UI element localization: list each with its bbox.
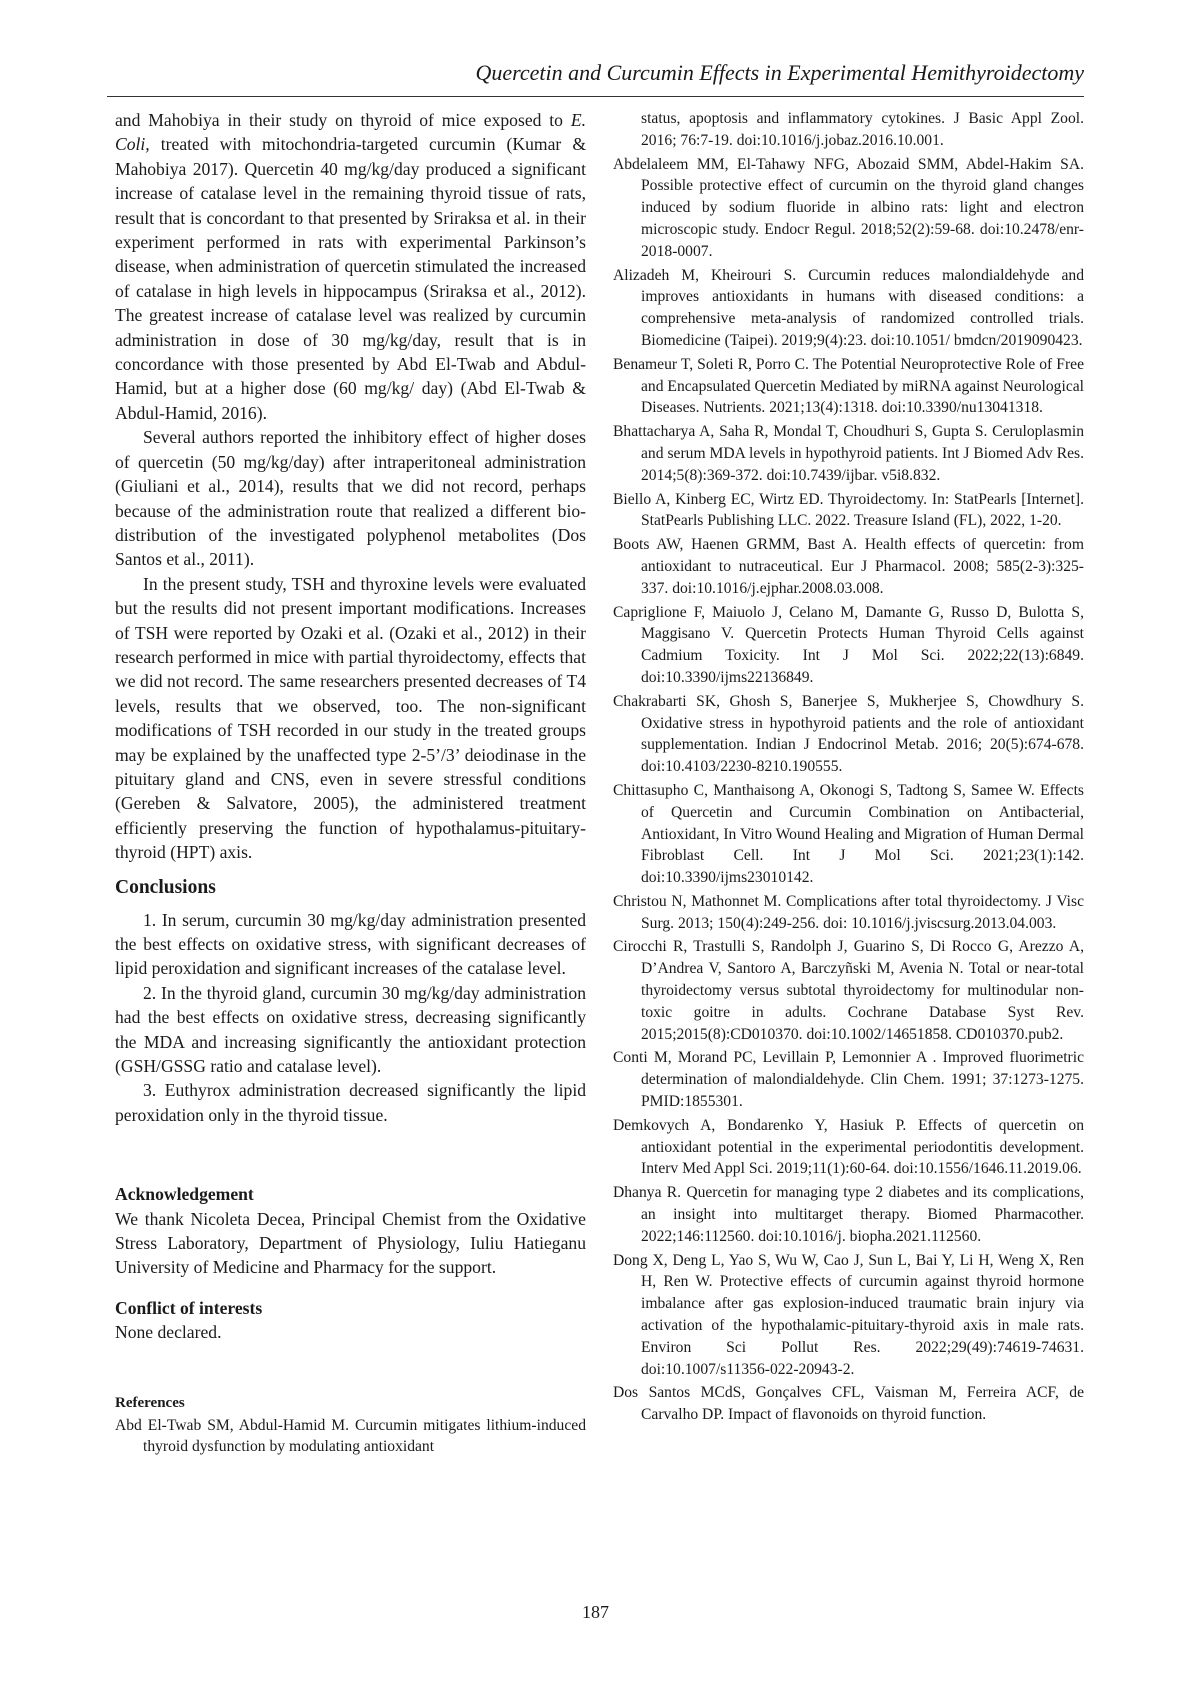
acknowledgement-heading: Acknowledgement [115, 1184, 254, 1205]
right-column [613, 108, 1084, 1428]
page-number: 187 [582, 1602, 609, 1622]
text-run: and Mahobiya in their study on thyroid of mice exposed to [115, 110, 571, 130]
reference-entry: Alizadeh M, Kheirouri S. Curcumin reduces malondialdehyde and improves antioxidants in humans with diseased conditions: a comprehensive meta-analysis of randomized controlled trials. Biomedicine (Taipei). 2019;9(4):23. doi:10.1051/ bmdcn/2019090423. [613, 266, 1084, 349]
left-column [115, 108, 586, 1460]
reference-entry: Biello A, Kinberg EC, Wirtz ED. Thyroidectomy. In: StatPearls [Internet]. StatPearls Publishing LLC. 2022. Treasure Island (FL), 2022, 1-20. [613, 490, 1084, 530]
reference-entry: Abdelaleem MM, El-Tahawy NFG, Abozaid SMM, Abdel-Hakim SA. Possible protective effect of curcumin on the thyroid gland changes induced by sodium fluoride in albino rats: light and electron microscopic study. Endocr Regul. 2018;52(2):59-68. doi:10.2478/enr-2018-0007. [613, 155, 1084, 260]
text-run: treated with mitochondria-targeted curcumin (Kumar & Mahobiya 2017). Quercetin 40 mg/kg/day produced a significant increase of catalase level in the remaining thyroid tissue of rats, result that is concordant to that presented by Sriraksa et al. in their experiment performed in rats with experimental Parkinson’s disease, when administration of quercetin stimulated the increased of catalase in high levels in hippocampus (Sriraksa et al., 2012). The greatest increase of catalase level was realized by curcumin administration in dose of 30 mg/kg/day, result that is in concordance with those presented by Abd El-Twab and Abdul-Hamid, but at a higher dose (60 mg/kg/ day) (Abd El-Twab & Abdul-Hamid, 2016). [115, 134, 586, 423]
conflict-section [115, 1296, 586, 1345]
reference-entry: Bhattacharya A, Saha R, Mondal T, Choudhuri S, Gupta S. Ceruloplasmin and serum MDA levels in hypothyroid patients. Int J Biomed Adv Res. 2014;5(8):369-372. doi:10.7439/ijbar. v5i8.832. [613, 423, 1084, 484]
conclusion-item-3: 3. Euthyrox administration decreased significantly the lipid peroxidation only in the thyroid tissue. [115, 1080, 586, 1125]
reference-entry: Dong X, Deng L, Yao S, Wu W, Cao J, Sun L, Bai Y, Li H, Weng X, Ren H, Ren W. Protective effects of curcumin against thyroid hormone imbalance after gas explosion-induced traumatic brain injury via activation of the hypothalamic-pituitary-thyroid axis in male rats. Environ Sci Pollut Res. 2022;29(49):74619-74631. doi:10.1007/s11356-022-20943-2. [613, 1251, 1084, 1378]
conflict-text: None declared. [115, 1322, 222, 1343]
discussion-paragraph-2: Several authors reported the inhibitory effect of higher doses of quercetin (50 mg/kg/day) after intraperitoneal administration (Giuliani et al., 2014), results that we did not record, perhaps because of the administration route that realized a different bio-distribution of the investigated polyphenol metabolites (Dos Santos et al., 2011). [115, 427, 586, 570]
acknowledgement-text: We thank Nicoleta Decea, Principal Chemist from the Oxidative Stress Laboratory, Department of Physiology, Iuliu Hatieganu University of Medicine and Pharmacy for the support. [115, 1208, 586, 1278]
conclusion-item-1: 1. In serum, curcumin 30 mg/kg/day administration presented the best effects on oxidative stress, with significant decreases of lipid peroxidation and significant increases of the catalase level. [115, 909, 586, 979]
reference-entry: Chittasupho C, Manthaisong A, Okonogi S, Tadtong S, Samee W. Effects of Quercetin and Curcumin Combination on Antibacterial, Antioxidant, In Vitro Wound Healing and Migration of Human Dermal Fibroblast Cell. Int J Mol Sci. 2021;23(1):142. doi:10.3390/ijms23010142. [613, 781, 1084, 887]
header-rule [107, 96, 1084, 97]
running-head-title: Quercetin and Curcumin Effects in Experimental Hemithyroidectomy [475, 60, 1084, 85]
reference-entry: Dhanya R. Quercetin for managing type 2 diabetes and its complications, an insight into multitarget therapy. Biomed Pharmacother. 2022;146:112560. doi:10.1016/j. biopha.2021.112560. [613, 1184, 1084, 1245]
conclusions-heading: Conclusions [115, 876, 216, 898]
reference-entry: Christou N, Mathonnet M. Complications after total thyroidectomy. J Visc Surg. 2013; 150(4):249-256. doi: 10.1016/j.jviscsurg.2013.04.003. [613, 892, 1084, 932]
references-heading: References [115, 1394, 185, 1411]
reference-list [613, 154, 1084, 1426]
reference-entry: Boots AW, Haenen GRMM, Bast A. Health effects of quercetin: from antioxidant to nutraceutical. Eur J Pharmacol. 2008; 585(2-3):325-337. doi:10.1016/j.ejphar.2008.03.008. [613, 536, 1084, 597]
reference-entry: Demkovych A, Bondarenko Y, Hasiuk P. Effects of quercetin on antioxidant potential in the experimental periodontitis development. Interv Med Appl Sci. 2019;11(1):60-64. doi:10.1556/1646.11.2019.06. [613, 1116, 1084, 1178]
conflict-heading: Conflict of interests [115, 1297, 263, 1318]
conclusion-item-2: 2. In the thyroid gland, curcumin 30 mg/kg/day administration had the best effects on oxidative stress, decreasing significantly the MDA and increasing significantly the antioxidant protection (GSH/GSSG ratio and catalase level). [115, 982, 586, 1077]
discussion-paragraph-1 [115, 108, 586, 425]
reference-entry: Chakrabarti SK, Ghosh S, Banerjee S, Mukherjee S, Chowdhury S. Oxidative stress in hypothyroid patients and the role of antioxidant supplementation. Indian J Endocrinol Metab. 2016; 20(5):674-678. doi:10.4103/2230-8210.190555. [613, 692, 1084, 776]
reference-entry: Cirocchi R, Trastulli S, Randolph J, Guarino S, Di Rocco G, Arezzo A, D’Andrea V, Santoro A, Barczyñski M, Avenia N. Total or near-total thyroidectomy versus subtotal thyroidectomy for multinodular non-toxic goitre in adults. Cochrane Database Syst Rev. 2015;2015(8):CD010370. doi:10.1002/14651858. CD010370.pub2. [613, 938, 1084, 1043]
acknowledgement-section [115, 1182, 586, 1280]
reference-entry: Capriglione F, Maiuolo J, Celano M, Damante G, Russo D, Bulotta S, Maggisano V. Quercetin Protects Human Thyroid Cells against Cadmium Toxicity. Int J Mol Sci. 2022;22(13):6849. doi:10.3390/ijms22136849. [613, 603, 1084, 686]
references-section [115, 1393, 586, 1459]
reference-entry: Benameur T, Soleti R, Porro C. The Potential Neuroprotective Role of Free and Encapsulated Quercetin Mediated by miRNA against Neurological Diseases. Nutrients. 2021;13(4):1318. doi:10.3390/nu13041318. [613, 355, 1084, 417]
reference-continuation: status, apoptosis and inflammatory cytokines. J Basic Appl Zool. 2016; 76:7-19. doi:10.1016/j.jobaz.2016.10.001. [641, 110, 1084, 149]
running-header [0, 0, 1191, 100]
reference-entry: Conti M, Morand PC, Levillain P, Lemonnier A . Improved fluorimetric determination of malondialdehyde. Clin Chem. 1991; 37:1273-1275. PMID:1855301. [613, 1049, 1084, 1111]
species-name: E. Coli, [115, 110, 586, 155]
reference-entry: Dos Santos MCdS, Gonçalves CFL, Vaisman M, Ferreira ACF, de Carvalho DP. Impact of flavonoids on thyroid function. [613, 1384, 1084, 1424]
discussion-paragraph-3: In the present study, TSH and thyroxine levels were evaluated but the results did not present important modifications. Increases of TSH were reported by Ozaki et al. (Ozaki et al., 2012) in their research performed in mice with partial thyroidectomy, effects that we did not record. The same researchers presented decreases of T4 levels, results that we observed, too. The non-significant modifications of TSH recorded in our study in the treated groups may be explained by the unaffected type 2-5’/3’ deiodinase in the pituitary gland and CNS, even in severe stressful conditions (Gereben & Salvatore, 2005), the administered treatment efficiently preserving the function of hypothalamus-pituitary-thyroid (HPT) axis. [115, 573, 586, 863]
reference-entry: Abd El-Twab SM, Abdul-Hamid M. Curcumin mitigates lithium-induced thyroid dysfunction by modulating antioxidant [115, 1416, 586, 1456]
